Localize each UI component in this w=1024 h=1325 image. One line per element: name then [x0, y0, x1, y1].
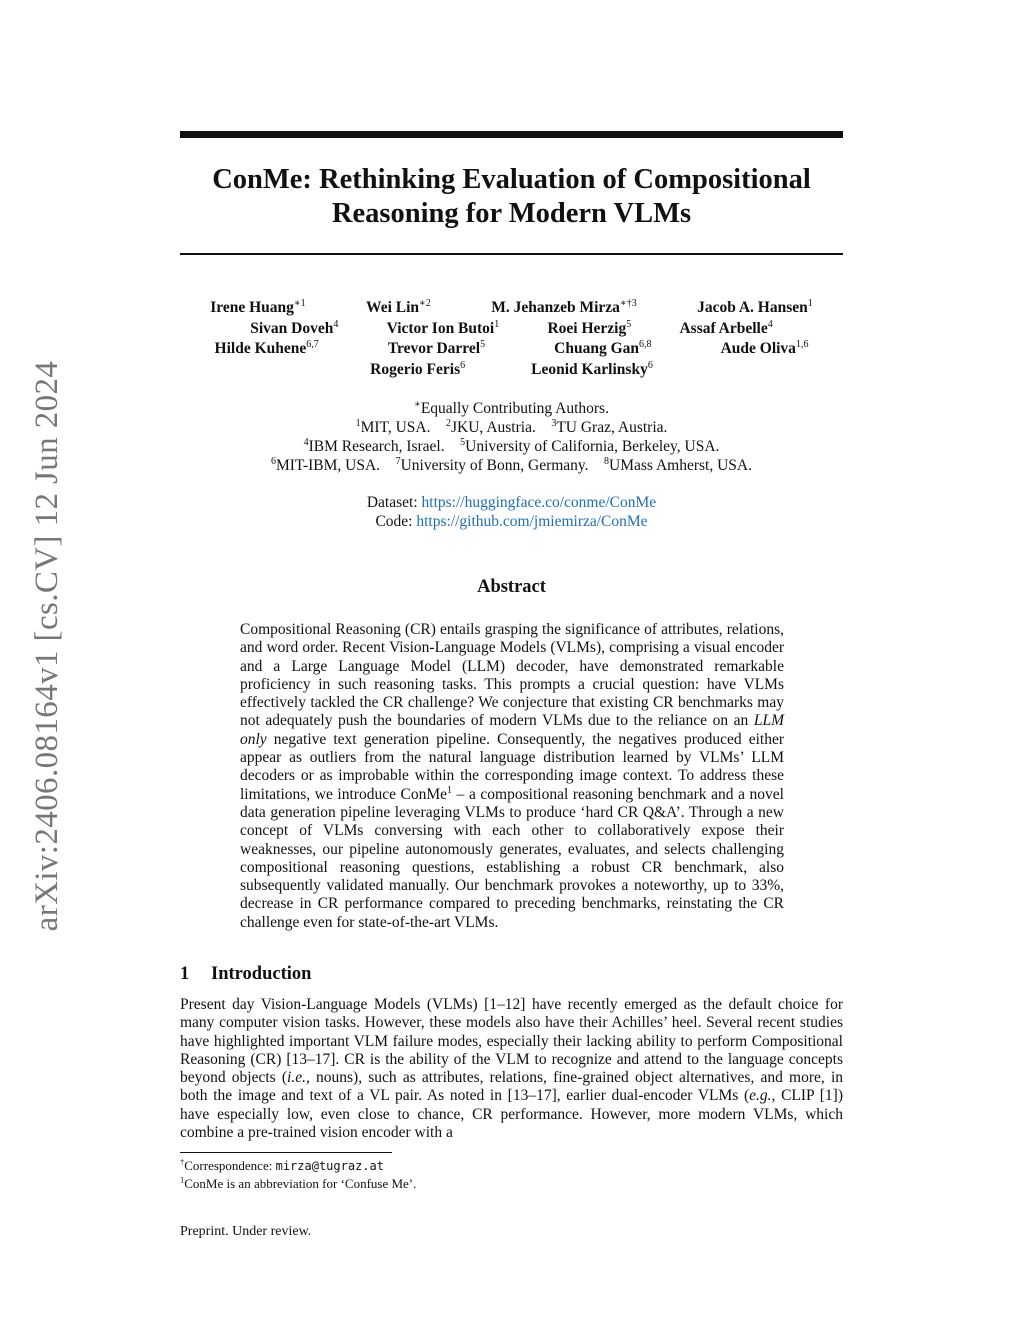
affiliation: UMass Amherst, USA.: [609, 457, 752, 474]
author: Chuang Gan$^{6,8}$: [554, 338, 652, 357]
affiliation: MIT-IBM, USA.: [275, 457, 381, 474]
affiliation: University of Bonn, Germany.: [400, 457, 589, 474]
title-rule-top: [180, 131, 843, 138]
author: Assaf Arbelle$^4$: [679, 318, 773, 337]
paper-title: ConMe: Rethinking Evaluation of Compositional Reasoning for Modern VLMs: [212, 164, 811, 229]
author: Aude Oliva$^{1,6}$: [720, 338, 809, 357]
author: Irene Huang$^{∗1}$: [210, 297, 306, 316]
affiliation: JKU, Austria.: [451, 419, 536, 436]
introduction-body: Present day Vision-Language Models (VLMs) [1–12] have recently emerged as the default choice for many computer vision tasks. However, these models also have their Achilles’ heel. Several recent studies have highlighted important VLM failure modes, especially their lacking ability to perform Compositional Reasoning (CR) [13–17]. CR is the ability of the VLM to recognize and attend to the language concepts beyond objects (i.e., nouns), such as attributes, relations, fine-grained object alternatives, and more, in both the image and text of a VL pair. As noted in [13–17], earlier dual-encoder VLMs (e.g., CLIP [1]) have especially low, even close to chance, CR performance. However, more modern VLMs, which combine a pre-trained vision encoder with a: [180, 996, 844, 1142]
arxiv-stamp: arXiv:2406.08164v1 [cs.CV] 12 Jun 2024: [29, 360, 65, 932]
abstract-body: Compositional Reasoning (CR) entails grasping the significance of attributes, relations, and word order. Recent Vision-Language Models (VLMs), comprising a visual encoder and a Large Language Model (LLM) decoder, have demonstrated remarkable proficiency in such reasoning tasks. This prompts a crucial question: have VLMs effectively tackled the CR challenge? We conjecture that existing CR benchmarks may not adequately push the boundaries of modern VLMs due to the reliance on an LLM only negative text generation pipeline. Consequently, the negatives produced either appear as outliers from the natural language distribution learned by VLMs’ LLM decoders or as improbable within the corresponding image context. To address these limitations, we introduce ConMe$^1$ – a compositional reasoning benchmark and a novel data generation pipeline leveraging VLMs to produce ‘hard CR Q&A’. Through a new concept of VLMs conversing with each other to collaboratively expose their weaknesses, our pipeline autonomously generates, evaluates, and selects challenging compositional reasoning questions, establishing a robust CR benchmark, also subsequently validated manually. Our benchmark provokes a noteworthy, up to 33%, decrease in CR performance compared to preceding benchmarks, reinstating the CR challenge even for state-of-the-art VLMs.: [240, 621, 785, 931]
author: Roei Herzig$^5$: [547, 318, 632, 337]
author: Leonid Karlinsky$^6$: [531, 359, 653, 378]
section-heading: 1 Introduction: [180, 964, 312, 984]
affiliation: IBM Research, Israel.: [308, 438, 445, 455]
author-list: [180, 298, 843, 380]
affiliation: MIT, USA.: [360, 419, 431, 436]
affiliations: ∗Equally Contributing Authors. $^1$MIT, USA. $^2$JKU, Austria. $^3$TU Graz, Austria. $^4$IBM Research, Israel. $^5$University of California, Berkeley, USA. $^6$MIT-IBM, USA. $^7$University of Bonn, Germany. $^8$UMass Amherst, USA.: [180, 399, 843, 475]
title-rule-bottom: [180, 253, 843, 255]
footnote: †Correspondence: mirza@tugraz.at: [180, 1156, 384, 1173]
abstract-heading: Abstract: [477, 577, 546, 597]
author: Trevor Darrel$^5$: [387, 338, 486, 357]
author: M. Jehanzeb Mirza$^{∗\dagger 3}$: [491, 297, 637, 316]
dataset-link[interactable]: https://huggingface.co/conme/ConMe: [421, 494, 657, 511]
equal-contribution-note: ∗Equally Contributing Authors.: [414, 398, 609, 417]
footnote: $^1$ConMe is an abbreviation for ‘Confuse Me’.: [180, 1174, 417, 1191]
code-link[interactable]: https://github.com/jmiemirza/ConMe: [416, 513, 648, 530]
footnote-rule: [180, 1152, 392, 1153]
author: Hilde Kuhene$^{6,7}$: [214, 338, 319, 357]
author: Jacob A. Hansen$^1$: [697, 297, 813, 316]
footnotes: [180, 1157, 843, 1192]
author: Rogerio Feris$^6$: [370, 359, 466, 378]
author: Wei Lin$^{∗2}$: [366, 297, 431, 316]
preprint-notice: Preprint. Under review.: [180, 1224, 312, 1239]
author: Victor Ion Butoi$^1$: [386, 318, 500, 337]
email-link[interactable]: mirza@tugraz.at: [275, 1159, 384, 1173]
affiliation: TU Graz, Austria.: [556, 419, 668, 436]
affiliation: University of California, Berkeley, USA.: [465, 438, 720, 455]
author: Sivan Doveh$^4$: [250, 318, 339, 337]
resource-links: Dataset: https://huggingface.co/conme/ConMe Code: https://github.com/jmiemirza/ConMe: [366, 494, 657, 530]
